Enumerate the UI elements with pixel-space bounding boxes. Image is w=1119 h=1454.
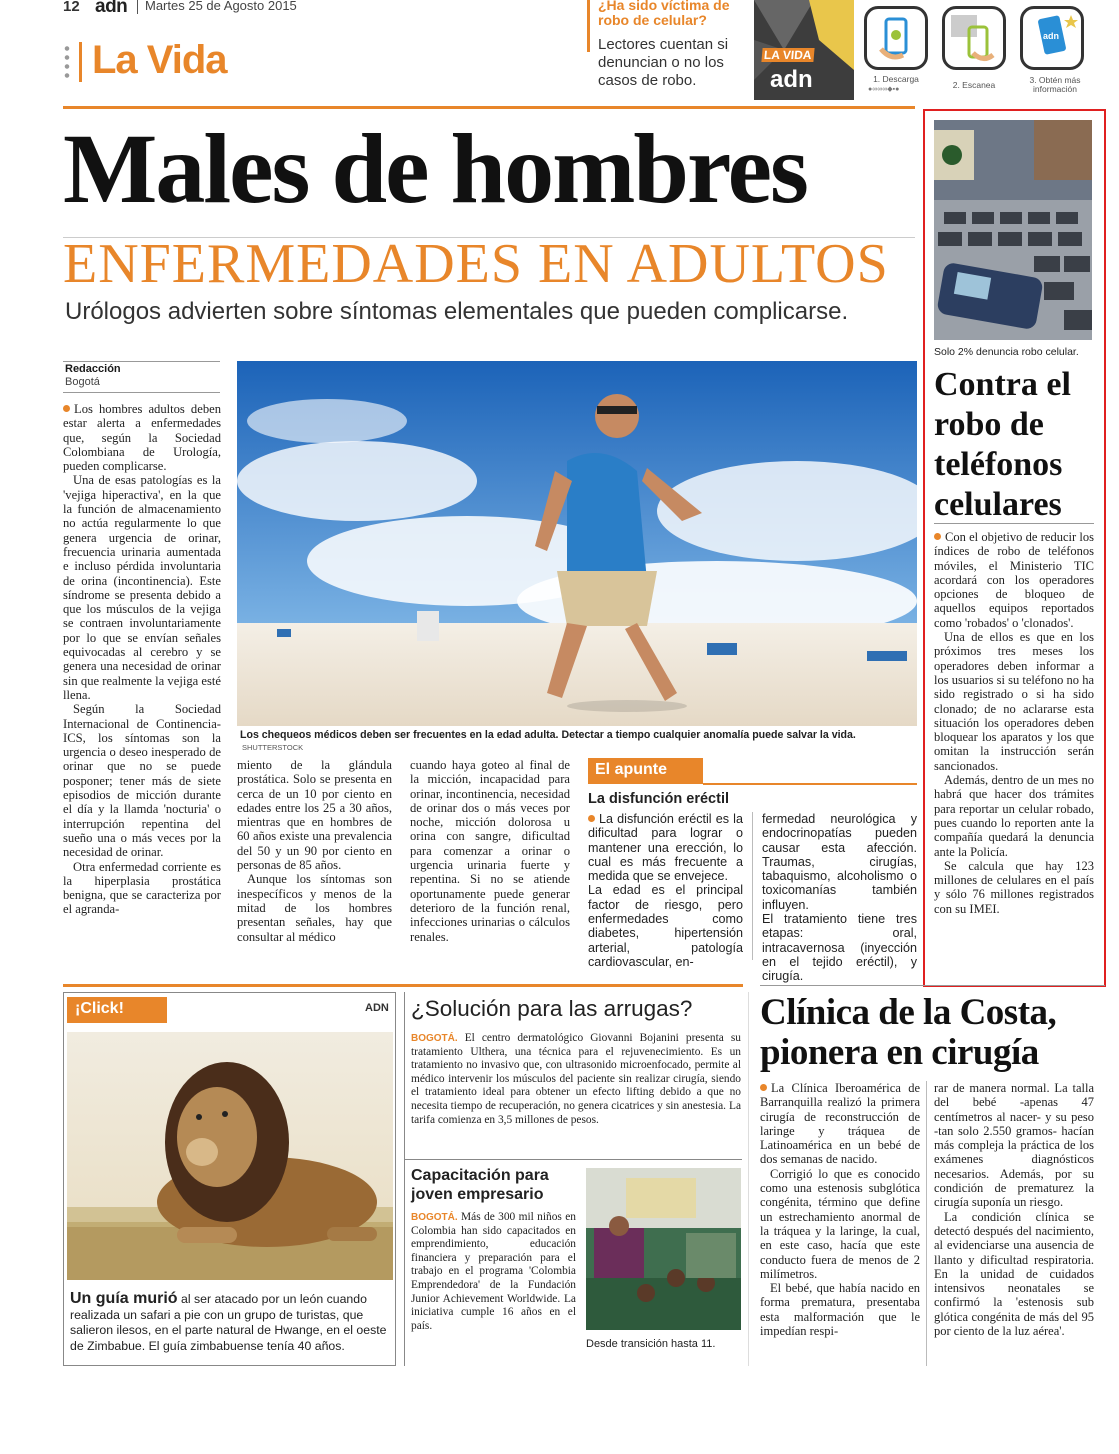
bullet-dot	[588, 815, 595, 822]
main-photo	[237, 361, 917, 726]
byline-location: Bogotá	[65, 376, 100, 388]
arrugas-dateline: BOGOTÁ.	[411, 1033, 458, 1044]
byline-rule	[63, 361, 220, 362]
apunte-title: La disfunción eréctil	[588, 791, 729, 807]
clinica-col1	[760, 1081, 920, 1338]
sidebar-title-rule	[934, 523, 1094, 524]
section-dots	[64, 44, 70, 80]
click-label: ¡Click!	[67, 997, 167, 1023]
main-kicker: ENFERMEDADES EN ADULTOS	[63, 233, 889, 295]
apunte-col2-p1: fermedad neurológica y endocrinopatías pueden causar esta afección. Traumas, cirugías, tabaquismo, alcoholismo o toxicomanías también influyen.	[762, 812, 917, 912]
arrugas-body	[411, 1032, 741, 1127]
clinica-col2-p1: rar de manera normal. La talla del bebé -apenas 47 centímetros al nacer- y su peso -tan solo 2.550 gramos- hacían más compleja la práctica de los exámenes diagnósticos necesarios. Además, por su condición de prematurez la cirugía suponía un riesgo.	[934, 1081, 1094, 1210]
main-col1-p3: Según la Sociedad Internacional de Continencia-ICS, los síntomas son la urgencia o deseo inesperado de orinar que no se puede posponer; tener más de siete episodios de micción durante el día y la llamda 'nocturia' o interrupción repentina del sueño una o más veces por la necesidad de orinar.	[63, 702, 221, 860]
sidebar-title: Contra el robo de teléfonos celulares	[934, 366, 1071, 523]
main-body-col1	[63, 402, 221, 917]
main-photo-caption-text: Los chequeos médicos deben ser frecuentes en la edad adulta. Detectar a tiempo cualquier anomalía puede salvar la vida.	[240, 729, 856, 741]
phone-info-icon	[1023, 9, 1081, 67]
main-title: Males de hombres	[63, 113, 807, 224]
arrugas-title: ¿Solución para las arrugas?	[411, 996, 693, 1021]
clinica-title: Clínica de la Costa, pionera en cirugía	[760, 992, 1057, 1073]
apunte-col1-p1	[588, 812, 743, 883]
main-col1-p1	[63, 402, 221, 473]
click-text: al ser atacado por un león cuando realizada un safari a pie con un grupo de turistas, que salieron ilesos, en el parte natural de Hwange, en el oeste de Zimbabue. El guía zimbabuense tenía 40 años.	[70, 1292, 387, 1353]
phone-scan-icon	[945, 9, 1003, 67]
clinica-col2	[934, 1081, 1094, 1338]
section-title: La Vida	[92, 38, 227, 82]
apunte-rule	[703, 783, 917, 785]
bottom-rule-left	[63, 984, 743, 987]
step-3-icon	[1020, 6, 1084, 70]
adn-logo: adn	[95, 0, 128, 17]
sidebar-p3: Además, dentro de un mes no habrá que hacer dos trámites para reportar un celular robado, pues cuando lo reporten ante la compañía quedará la denuncia ante la Policía.	[934, 773, 1094, 859]
main-deck: Urólogos advierten sobre síntomas elementales que pueden complicarse.	[65, 298, 849, 325]
apunte-col1	[588, 812, 743, 969]
main-col3-p1: cuando haya goteo al final de la micción, incapacidad para orinar, incontinencia, necesidad de orinar dos o más veces por noche, micción dolorosa u orina con sangre, dificultad para comenzar a orinar o urgencia urinaria fuerte y repentina. Si no se atiende oportunamente puede generar deterioro de la función renal, infecciones urinarias o cálculos renales.	[410, 758, 570, 944]
apunte-col-divider	[752, 812, 753, 960]
main-photo-credit: SHUTTERSTOCK	[242, 743, 304, 752]
byline-rule-bottom	[63, 392, 220, 393]
bullet-dot	[934, 533, 941, 540]
step-3-label: 3. Obtén más información	[1029, 75, 1081, 94]
main-col2-p1: miento de la glándula prostática. Solo se presenta en cerca de un 10 por ciento en edades entre los 25 a 30 años, mientras que en hombres de 60 años existe una prevalencia del 50 y un 90 por ciento en personas de 85 años.	[237, 758, 392, 873]
svg-text:adn: adn	[1043, 31, 1060, 41]
click-caption	[70, 1291, 388, 1354]
apunte-col1-p1-text: La disfunción eréctil es la dificultad para lograr o mantener una erección, lo cual es más frecuente a medida que se envejece.	[588, 812, 743, 884]
clinica-col1-p1	[760, 1081, 920, 1167]
badge-top-text: LA VIDA	[763, 48, 813, 62]
capacitacion-rule	[405, 1159, 742, 1160]
classroom-image	[586, 1168, 741, 1330]
main-col1-p4: Otra enfermedad corriente es la hiperplasia prostática benigna, que se caracteriza por el agranda-	[63, 859, 221, 917]
bullet-dot	[63, 405, 70, 412]
promo-question: ¿Ha sido víctima de robo de celular?	[598, 0, 730, 28]
main-body-col3	[410, 758, 570, 944]
lion-photo	[67, 1032, 393, 1280]
clinica-col1-p2: Corrigió lo que es conocido como una estenosis subglótica congénita, término que define un estrechamiento anormal de la tráquea y la laringe, la cual, en este caso, hacía que este conducto fuera de menos de 2 milímetros.	[760, 1166, 920, 1281]
capacitacion-title: Capacitación para joven empresario	[411, 1167, 549, 1203]
sidebar-p2: Una de ellos es que en los próximos tres meses los operadores deben informar a los usuarios si su teléfono no ha sido registrado o si ha sido clonado; de no aclararse esta situación los operadores deben bloquear los aparatos y los que omitan la instrucción serán sancionados.	[934, 630, 1094, 773]
byline: Redacción	[65, 363, 121, 375]
phones-photo	[934, 120, 1092, 340]
phone-download-icon	[867, 9, 925, 67]
clinica-left-divider	[748, 992, 749, 1366]
capacitacion-body	[411, 1211, 576, 1333]
sidebar-photo	[934, 120, 1092, 340]
apunte-col1-p2: La edad es el principal factor de riesgo, pero enfermedades como diabetes, hipertensión arterial, patología cardiovascular, en-	[588, 883, 743, 969]
lion-image	[67, 1032, 393, 1280]
classroom-photo	[586, 1168, 741, 1330]
sidebar-p1	[934, 530, 1094, 630]
bottom-col-divider	[404, 992, 405, 1366]
clinica-col2-p2: La condición clínica se detectó después del nacimiento, al evidenciarse una ausencia de llanto y dificultad respiratoria. En la unidad de cuidados intensivos neonatales se confirmó la 'estenosis sub glótica congénita de más del 95 por ciento de la luz aérea'.	[934, 1209, 1094, 1339]
apunte-col2	[762, 812, 917, 984]
issue-date: Martes 25 de Agosto 2015	[145, 0, 297, 13]
step-2-icon	[942, 6, 1006, 70]
main-photo-caption	[240, 729, 920, 753]
promo-text: Lectores cuentan si denuncian o no los casos de robo.	[598, 36, 729, 89]
sidebar-body	[934, 530, 1094, 916]
main-col1-p2: Una de esas patologías es la 'vejiga hiperactiva', en la que la función de almacenamiento no actúa regularmente lo que genera urgencia de orinar, frecuencia urinaria aumentada e incluso pérdida involuntaria de orina (incontinencia). Este síndrome se presenta debido a que los músculos de la vejiga se contraen involuntariamente por lo que se envían señales equivocadas al cerebro y se genera una necesidad de orinar sin que realmente la vejiga esté llena.	[63, 473, 221, 702]
promo-bar	[587, 0, 590, 52]
clinica-col1-p1-text: La Clínica Iberoamérica de Barranquilla realizó la primera cirugía de reconstrucción de laringe y tráquea de Latinoamérica en un bebé de dos semanas de nacido.	[760, 1081, 920, 1167]
apunte-col2-p2: El tratamiento tiene tres etapas: oral, intracavernosa (inyección en el tejido eréctil), y cirugía.	[762, 912, 917, 984]
step-2-label: 2. Escanea	[952, 80, 996, 90]
capacitacion-photo-caption: Desde transición hasta 11.	[586, 1338, 716, 1350]
step-1-label: 1. Descarga	[873, 74, 919, 84]
sidebar-p1-text: Con el objetivo de reducir los índices de robo de teléfonos móviles, el Ministerio TIC acordará con los operadores opciones de bloqueo de aquellos equipos reportados como 'robados' o 'clonados'.	[934, 530, 1094, 630]
page-number: 12	[63, 0, 80, 15]
main-col1-p1-text: Los hombres adultos deben estar alerta a enfermedades que, según la Sociedad Colombiana de Urología, pueden complicarse.	[63, 402, 221, 474]
beach-man-photo	[237, 361, 917, 726]
apunte-label: El apunte	[588, 758, 703, 784]
step-1-icon	[864, 6, 928, 70]
capacitacion-p	[411, 1211, 576, 1333]
sidebar-p4: Se calcula que hay 123 millones de celulares en el país y sólo 76 millones registrados con su IMEI.	[934, 858, 1094, 916]
arrugas-p	[411, 1032, 741, 1127]
click-lead: Un guía murió	[70, 1290, 178, 1307]
main-col2-p2: Aunque los síntomas son inespecíficos y menos de la mitad de los hombres presentan señales, hay que consultar al médico	[237, 872, 392, 944]
click-logo: ADN	[365, 1002, 389, 1014]
sidebar-photo-caption: Solo 2% denuncia robo celular.	[934, 346, 1079, 358]
arrugas-text: El centro dermatológico Giovanni Bojanini presenta su tratamiento Ulthera, una técnica para el rejuvenecimiento. Es un tratamiento no invasivo que, con ultrasonido microenfocado, permite al médico intervenir los músculos del paciente sin realizar cirugía, siendo el tratamiento ideal para obtener un efecto lifting debido a que no necesita tiempo de recuperación, no genera cicatrices y sin anestesia. La tarifa comienza en 3,5 millones de pesos.	[411, 1032, 741, 1126]
main-body-col2	[237, 758, 392, 944]
clinica-col-divider	[926, 1081, 927, 1366]
bullet-dot	[760, 1084, 767, 1091]
badge-logo: adn	[770, 66, 813, 93]
bottom-rule-right	[760, 985, 1105, 986]
capacitacion-text: Más de 300 mil niños en Colombia han sido capacitados en emprendimiento, educación financiera y preparación para el trabajo en el programa 'Colombia Emprendedora' de la Fundación Junior Achievement Worldwide. La iniciativa cumple 16 años en el país.	[411, 1211, 576, 1332]
capacitacion-dateline: BOGOTÁ.	[411, 1212, 458, 1223]
section-orange-bar	[79, 42, 82, 82]
la-vida-adn-badge	[754, 0, 854, 100]
clinica-col1-p3: El bebé, que había nacido en forma prematura, presentaba esta malformación que le impedían respi-	[760, 1281, 920, 1339]
step-1-platforms: ●∞∞∞◆▪●	[868, 86, 900, 93]
header-divider	[137, 0, 138, 14]
